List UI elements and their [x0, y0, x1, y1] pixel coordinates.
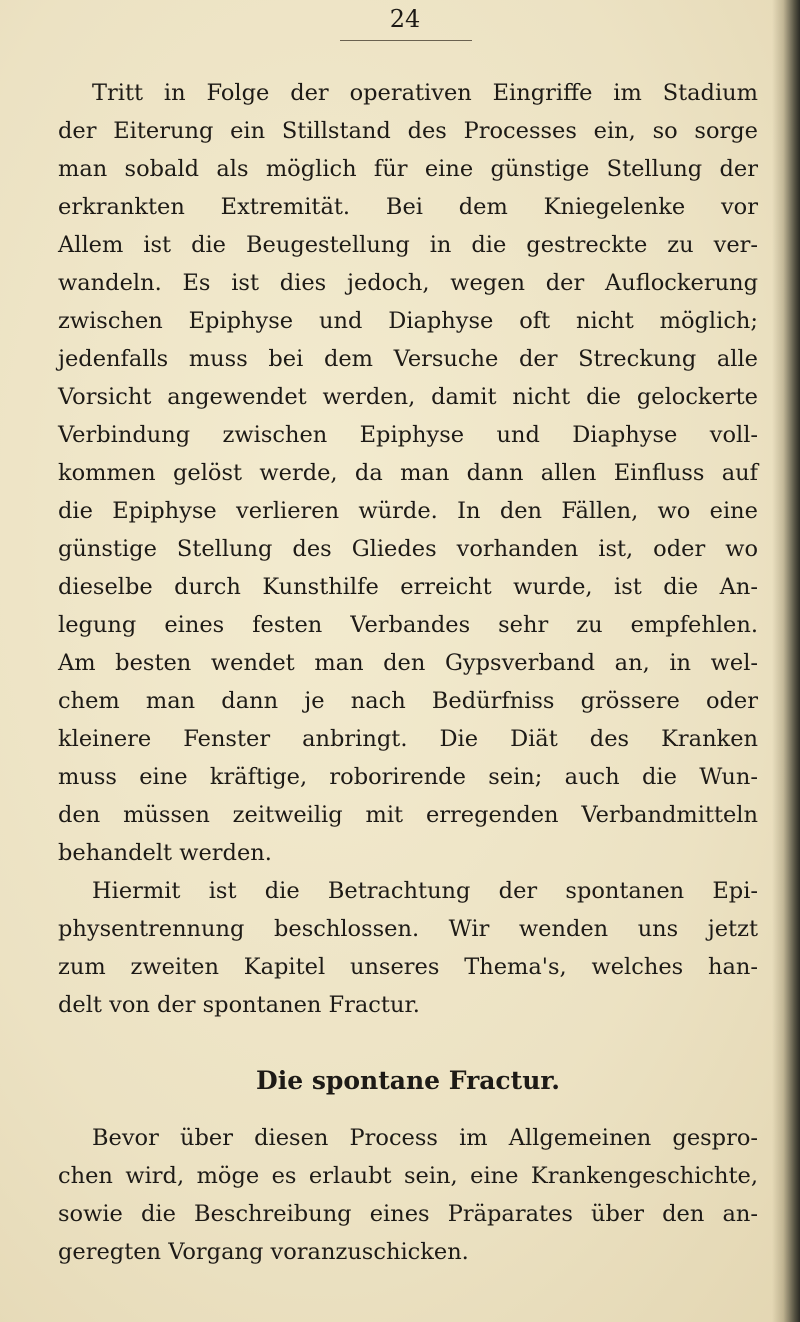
text-line: Vorsicht angewendet werden, damit nicht die gelockerte [58, 384, 758, 410]
text-line: wandeln. Es ist dies jedoch, wegen der Auflockerung [58, 270, 758, 296]
text-line: den müssen zeitweilig mit erregenden Verbandmitteln [58, 802, 758, 828]
text-line: sowie die Beschreibung eines Präparates über den an- [58, 1201, 758, 1227]
text-line: Hiermit ist die Betrachtung der spontanen Epi- [92, 878, 758, 904]
section-heading: Die spontane Fractur. [256, 1066, 560, 1095]
page-number: 24 [389, 5, 421, 33]
text-line: legung eines festen Verbandes sehr zu empfehlen. [58, 612, 758, 638]
text-line: muss eine kräftige, roborirende sein; auch die Wun- [58, 764, 758, 790]
text-line: der Eiterung ein Stillstand des Processes ein, so sorge [58, 118, 758, 144]
page-edge-shadow [772, 0, 800, 1322]
text-line: chen wird, möge es erlaubt sein, eine Krankengeschichte, [58, 1163, 758, 1189]
text-line: man sobald als möglich für eine günstige Stellung der [58, 156, 758, 182]
text-line: Tritt in Folge der operativen Eingriffe im Stadium [92, 80, 758, 106]
text-line: kleinere Fenster anbringt. Die Diät des Kranken [58, 726, 758, 752]
text-line: die Epiphyse verlieren würde. In den Fällen, wo eine [58, 498, 758, 524]
text-line: Verbindung zwischen Epiphyse und Diaphyse voll- [58, 422, 758, 448]
text-line: günstige Stellung des Gliedes vorhanden ist, oder wo [58, 536, 758, 562]
text-line: delt von der spontanen Fractur. [58, 992, 420, 1018]
text-line: kommen gelöst werde, da man dann allen Einfluss auf [58, 460, 758, 486]
text-line: chem man dann je nach Bedürfniss grössere oder [58, 688, 758, 714]
text-line: zum zweiten Kapitel unseres Thema's, welches han- [58, 954, 758, 980]
text-line: physentrennung beschlossen. Wir wenden uns jetzt [58, 916, 758, 942]
body-text [58, 74, 758, 1271]
text-line: zwischen Epiphyse und Diaphyse oft nicht möglich; [58, 308, 758, 334]
text-line: Allem ist die Beugestellung in die gestreckte zu ver- [58, 232, 758, 258]
text-line: dieselbe durch Kunsthilfe erreicht wurde, ist die An- [58, 574, 758, 600]
header-rule [340, 40, 472, 41]
text-line: jedenfalls muss bei dem Versuche der Streckung alle [58, 346, 758, 372]
text-line: erkrankten Extremität. Bei dem Kniegelenke vor [58, 194, 758, 220]
text-line: Bevor über diesen Process im Allgemeinen gespro- [92, 1125, 758, 1151]
text-line: behandelt werden. [58, 840, 272, 866]
text-line: Am besten wendet man den Gypsverband an, in wel- [58, 650, 758, 676]
text-line: geregten Vorgang voranzuschicken. [58, 1239, 469, 1265]
